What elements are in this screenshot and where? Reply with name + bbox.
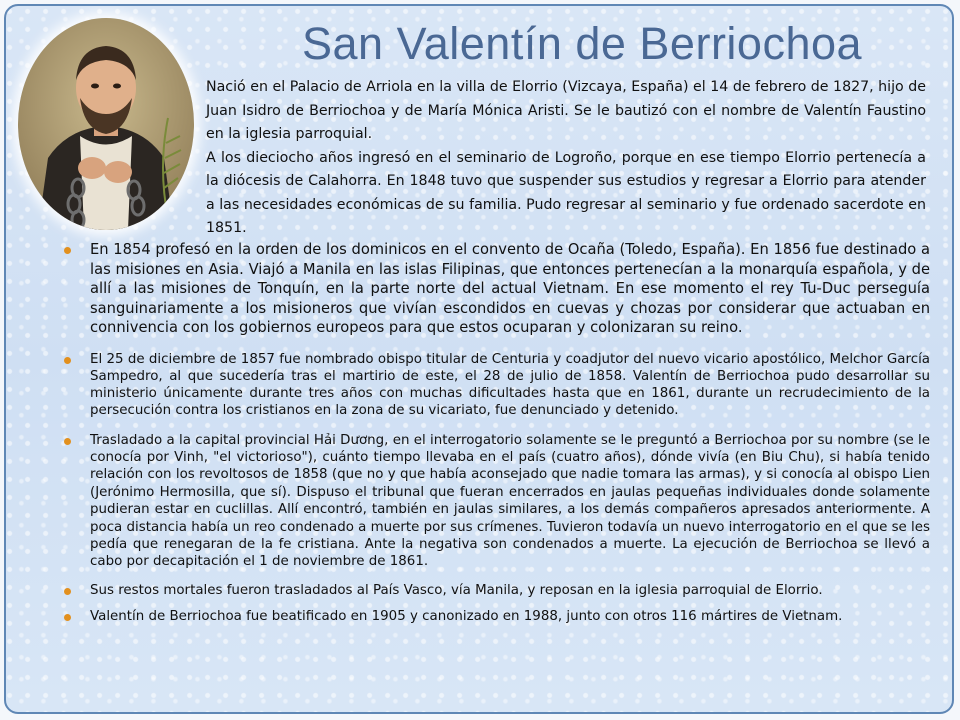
list-item (62, 351, 930, 419)
list-item-text: Trasladado a la capital provincial Hải Dương, en el interrogatorio solamente se le preguntó a Berriochoa por su nombre (se le conocía por Vinh, "el victorioso"), cuánto tiempo llevaba en el país (cuatro años), dónde vivía (en Biu Chu), si había tenido relación con los revoltosos de 1858 (que no y que había aconsejado que nadie tomara las armas), y si conocía al obispo Lien (Jerónimo Hermosilla, que sí). Dispuso el tribunal que fueran encerrados en jaulas pequeñas individuales donde solamente pudieran estar en cuclillas. Allí encontró, también en jaulas similares, a los demás compañeros apresados anteriormente. A poca distancia había un reo condenado a muerte por sus crímenes. Tuvieron todavía un nuevo interrogatorio en el que se les pedía que renegaran de la fe cristiana. Ante la negativa son condenados a muerte. La ejecución de Berriochoa se llevó a cabo por decapitación el 1 de noviembre de 1861. (90, 432, 930, 570)
bullet-list (62, 240, 930, 625)
list-item-text: Valentín de Berriochoa fue beatificado en 1905 y canonizado en 1988, junto con otros 116 mártires de Vietnam. (90, 608, 843, 624)
list-item (62, 582, 930, 599)
page-title: San Valentín de Berriochoa (302, 18, 863, 69)
list-item-text: En 1854 profesó en la orden de los dominicos en el convento de Ocaña (Toledo, España). En 1856 fue destinado a las misiones en Asia. Viajó a Manila en las islas Filipinas, que entonces pertenecían a la monarquía española, y de allí a las misiones de Tonquín, en la parte norte del actual Vietnam. En ese momento el rey Tu-Duc perseguía sanguinariamente a los misioneros que vivían escondidos en cuevas y chozas por considerar que actuaban en connivencia con los gobiernos europeos para que estos ocuparan y colonizaran su reino. (90, 241, 930, 336)
bullet-icon (64, 357, 71, 364)
intro-text (206, 76, 926, 241)
bullet-icon (64, 247, 71, 254)
intro-paragraph: Nació en el Palacio de Arriola en la villa de Elorrio (Vizcaya, España) el 14 de febrero de 1827, hijo de Juan Isidro de Berriochoa y de María Mónica Aristi. Se le bautizó con el nombre de Valentín Faustino en la iglesia parroquial. (206, 79, 926, 142)
saint-portrait-icon (18, 18, 194, 230)
list-item (62, 608, 930, 625)
bullet-icon (64, 614, 71, 621)
bullet-icon (64, 588, 71, 595)
list-item-text: El 25 de diciembre de 1857 fue nombrado obispo titular de Centuria y coadjutor del nuevo vicario apostólico, Melchor García Sampedro, al que sucedería tras el martirio de este, el 28 de julio de 1858. Valentín de Berriochoa pudo desarrollar su ministerio únicamente durante tres años con muchas dificultades hasta que en 1861, durante un recrudecimiento de la persecución contra los cristianos en la zona de su vicariato, fue denunciado y detenido. (90, 351, 930, 418)
slide (4, 4, 954, 714)
list-item (62, 432, 930, 571)
list-item (62, 240, 930, 338)
list-item-text: Sus restos mortales fueron trasladados al País Vasco, vía Manila, y reposan en la iglesia parroquial de Elorrio. (90, 582, 823, 598)
intro-paragraph: A los dieciocho años ingresó en el seminario de Logroño, porque en ese tiempo Elorrio pertenecía a la diócesis de Calahorra. En 1848 tuvo que suspender sus estudios y regresar a Elorrio para atender a las necesidades económicas de su familia. Pudo regresar al seminario y fue ordenado sacerdote en 1851. (206, 149, 926, 236)
bullet-icon (64, 438, 71, 445)
